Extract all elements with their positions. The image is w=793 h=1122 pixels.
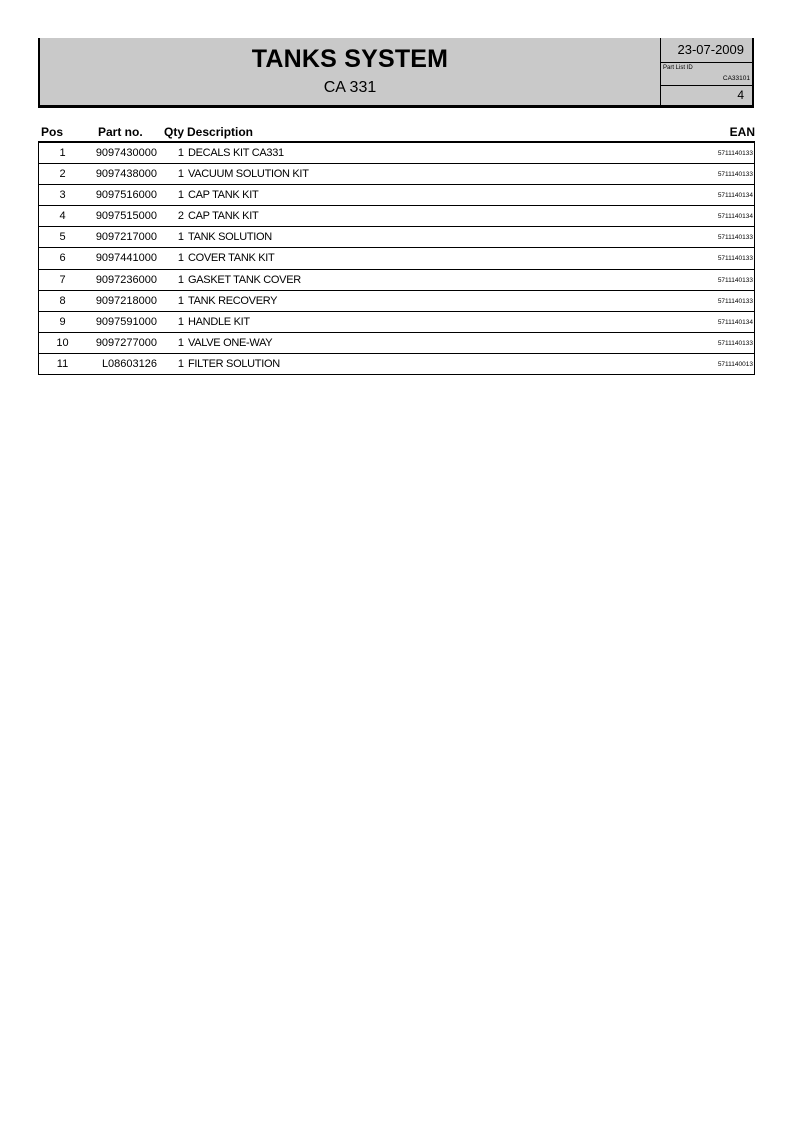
column-header-ean: EAN [729, 125, 755, 139]
row-ean: 5711140133 [717, 339, 753, 347]
row-pos: 6 [59, 252, 66, 265]
page-number: 4 [737, 88, 744, 102]
meta-box [660, 38, 754, 105]
row-pos: 1 [59, 147, 66, 159]
document-header [38, 38, 754, 108]
row-description: CAP TANK KIT [188, 189, 259, 202]
row-ean: 5711140133 [717, 255, 753, 263]
row-qty: 1 [177, 231, 184, 244]
row-part-no: 9097218000 [95, 294, 157, 307]
row-ean: 5711140133 [717, 171, 753, 179]
part-list-id: CA33101 [722, 75, 750, 82]
row-description: CAP TANK KIT [188, 210, 259, 223]
row-part-no: 9097277000 [95, 336, 157, 349]
row-part-no: 9097441000 [95, 252, 157, 265]
row-qty: 1 [177, 336, 184, 349]
row-part-no: 9097438000 [95, 168, 157, 181]
table-row [38, 291, 755, 312]
row-pos: 5 [59, 231, 66, 244]
row-qty: 1 [177, 315, 184, 328]
row-pos: 2 [59, 168, 66, 181]
row-ean: 5711140134 [717, 213, 753, 221]
row-pos: 3 [59, 189, 66, 202]
row-qty: 1 [177, 189, 184, 202]
row-description: COVER TANK KIT [188, 252, 275, 265]
row-part-no: L08603126 [101, 357, 157, 370]
meta-divider [661, 62, 754, 63]
row-ean: 5711140133 [717, 276, 753, 284]
row-qty: 1 [177, 147, 184, 159]
table-row [38, 248, 755, 269]
row-part-no: 9097217000 [95, 231, 157, 244]
parts-table [38, 141, 755, 375]
row-qty: 1 [177, 357, 184, 370]
row-qty: 1 [177, 273, 184, 286]
model-name: CA 331 [323, 79, 377, 96]
table-row [38, 206, 755, 227]
row-description: VALVE ONE-WAY [188, 336, 273, 349]
row-ean: 5711140134 [717, 192, 753, 200]
row-pos: 11 [56, 357, 69, 370]
column-header-pos: Pos [41, 125, 64, 139]
row-qty: 1 [177, 252, 184, 265]
row-description: TANK SOLUTION [188, 231, 272, 244]
row-part-no: 9097515000 [95, 210, 157, 223]
meta-divider [661, 85, 754, 86]
table-row [38, 164, 755, 185]
part-list-label: Part List ID [663, 65, 693, 71]
row-ean: 5711140133 [717, 150, 753, 157]
table-row [38, 354, 755, 375]
row-description: HANDLE KIT [188, 315, 250, 328]
column-header-description: Description [187, 125, 254, 139]
page-title: TANKS SYSTEM [251, 45, 449, 73]
row-ean: 5711140134 [717, 318, 753, 326]
row-ean: 5711140133 [717, 234, 753, 242]
column-header-part-no: Part no. [98, 125, 143, 139]
row-ean: 5711140013 [717, 360, 753, 368]
row-pos: 9 [59, 315, 66, 328]
row-qty: 1 [177, 168, 184, 181]
row-description: TANK RECOVERY [188, 294, 278, 307]
column-header-qty: Qty [164, 125, 185, 139]
row-pos: 7 [59, 273, 66, 286]
row-pos: 8 [59, 294, 66, 307]
row-part-no: 9097591000 [95, 315, 157, 328]
row-qty: 2 [177, 210, 184, 223]
row-pos: 4 [59, 210, 66, 223]
row-part-no: 9097430000 [95, 147, 157, 159]
row-description: FILTER SOLUTION [188, 357, 280, 370]
row-description: VACUUM SOLUTION KIT [188, 168, 309, 181]
row-part-no: 9097516000 [95, 189, 157, 202]
table-row [38, 333, 755, 354]
table-row [38, 185, 755, 206]
row-description: GASKET TANK COVER [188, 273, 301, 286]
table-row [38, 270, 755, 291]
row-ean: 5711140133 [717, 297, 753, 305]
table-row [38, 143, 755, 164]
document-date: 23-07-2009 [677, 42, 744, 57]
row-pos: 10 [56, 336, 69, 349]
table-row [38, 312, 755, 333]
row-part-no: 9097236000 [95, 273, 157, 286]
row-description: DECALS KIT CA331 [188, 147, 284, 159]
row-qty: 1 [177, 294, 184, 307]
table-row [38, 227, 755, 248]
